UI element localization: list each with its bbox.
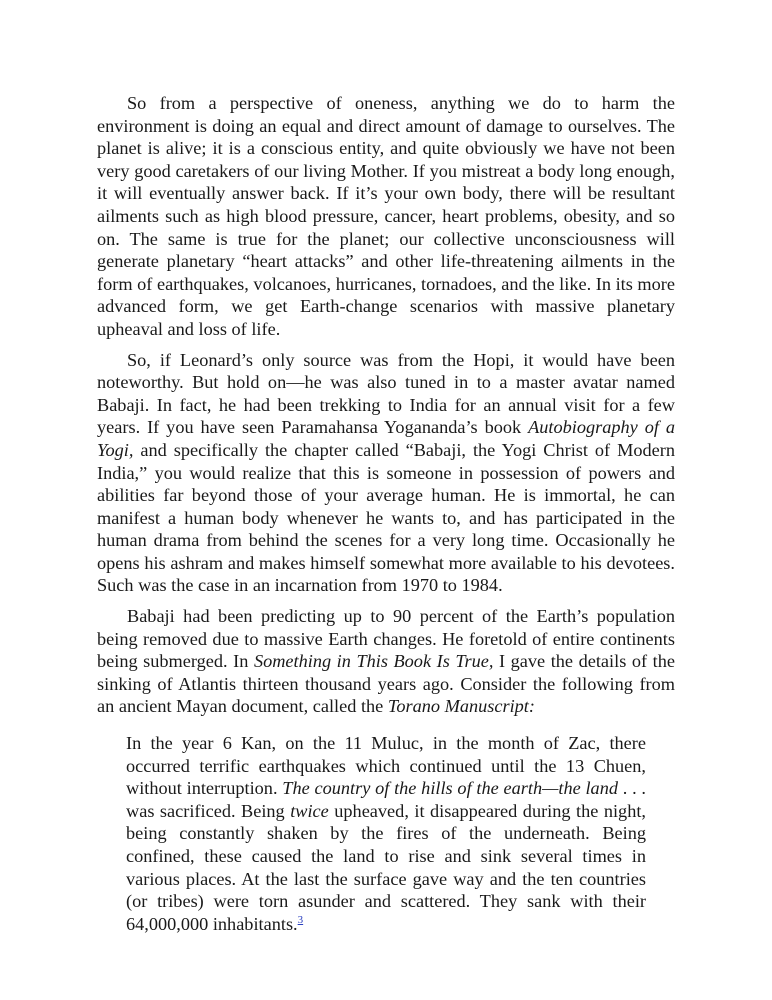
manuscript-title: Torano Manuscript: [387, 696, 535, 717]
quote-text: In the year 6 Kan, on the 11 Muluc, in the month of Zac, there occurred terrific earthquakes which continued until the 13 Chuen, without interruption. [126, 733, 646, 799]
footnote-link[interactable]: 3 [297, 913, 304, 926]
quote-italic: The country of the hills of the earth—the land [282, 778, 618, 799]
paragraph-oneness [97, 92, 675, 341]
block-quote [126, 732, 646, 935]
quote-text: . . . was sacrificed. Being [126, 778, 647, 821]
paragraph-babaji [97, 349, 675, 598]
book-title: Autobiography of a Yogi, [97, 417, 675, 460]
paragraph-text: So, if Leonard’s only source was from the Hopi, it would have been noteworthy. But hold on—he was also tuned in to a master avatar named Babaji. In fact, he had been trekking to India for an annual visit for a few years. If you have seen Paramahansa Yogananda’s book [97, 349, 675, 438]
paragraph-text: So from a perspective of oneness, anything we do to harm the environment is doing an equal and direct amount of damage to ourselves. The planet is alive; it is a conscious entity, and quite obviously we have not been very good caretakers of our living Mother. If you mistreat a body long enough, it will eventually answer back. If it’s your own body, there will be resultant ailments such as high blood pressure, cancer, heart problems, obesity, and so on. The same is true for the planet; our collective unconsciousness will generate planetary “heart attacks” and other life-threatening ailments in the form of earthquakes, volcanoes, hurricanes, tornadoes, and the like. In its more advanced form, we get Earth-change scenarios with massive planetary upheaval and loss of life. [97, 93, 675, 339]
paragraph-predictions [97, 605, 675, 718]
quote-text: upheaved, it disappeared during the night, being constantly shaken by the fires of the underneath. Being confined, these caused the land to rise and sink several times in various places. At the last the surface gave way and the ten countries (or tribes) were torn asunder and scattered. They sank with their 64,000,000 inhabitants. [126, 800, 646, 934]
footnote-marker [298, 914, 304, 926]
book-title: Something in This Book Is True, [253, 651, 494, 672]
paragraph-text: and specifically the chapter called “Babaji, the Yogi Christ of Modern India,” you would realize that this is someone in possession of powers and abilities far beyond those of your average human. He is immortal, he can manifest a human body whenever he wants to, and has participated in the human drama from behind the scenes for a very long time. Occasionally he opens his ashram and makes himself somewhat more available to his devotees. Such was the case in an incarnation from 1970 to 1984. [97, 439, 675, 596]
paragraph-text: Babaji had been predicting up to 90 percent of the Earth’s population being removed due to massive Earth changes. He foretold of entire continents being submerged. In [97, 606, 675, 672]
paragraph-text: I gave the details of the sinking of Atlantis thirteen thousand years ago. Consider the following from an ancient Mayan document, called the [97, 651, 675, 717]
quote-italic: twice [290, 800, 329, 821]
